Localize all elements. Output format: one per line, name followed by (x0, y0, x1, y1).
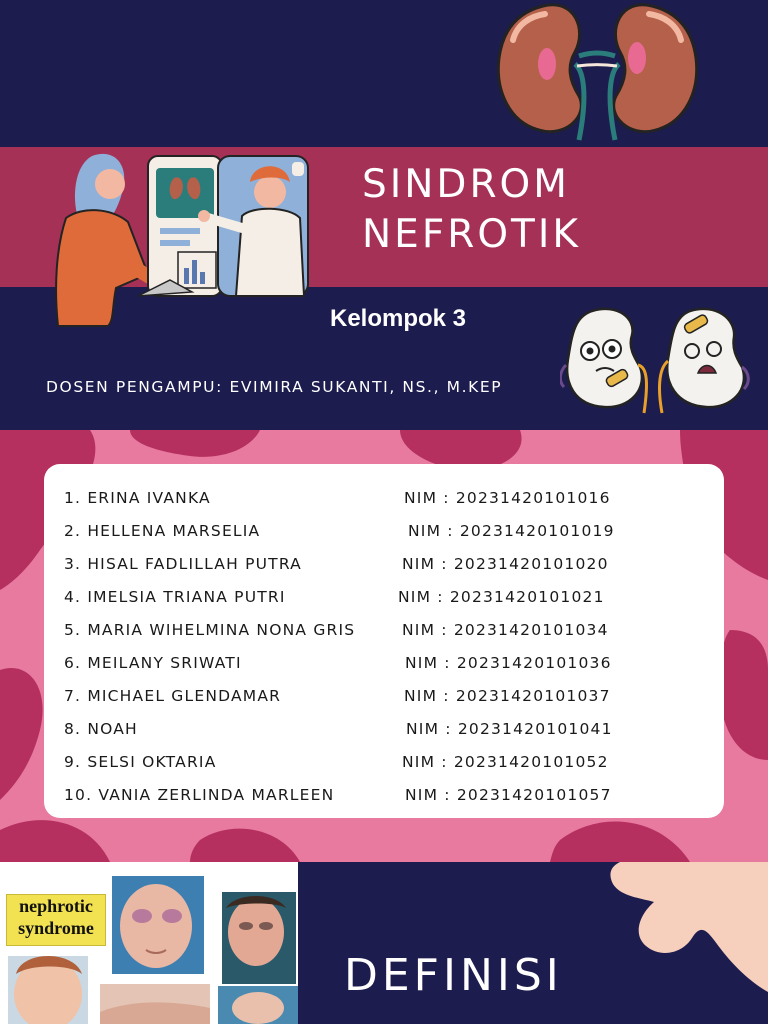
member-row (64, 588, 714, 618)
member-row (64, 654, 714, 684)
peach-flower-shape (600, 862, 768, 992)
members-slide (0, 430, 768, 862)
patient-photos-icon (0, 862, 298, 1024)
doctor-consultation-icon (52, 148, 322, 328)
definition-slide (0, 862, 768, 1024)
member-name: 5. MARIA WIHELMINA NONA GRIS (64, 621, 356, 639)
photo-caption-line-2: syndrome (18, 918, 94, 938)
member-nim: NIM : 20231420101057 (405, 786, 612, 804)
member-row (64, 621, 714, 651)
member-name: 1. ERINA IVANKA (64, 489, 211, 507)
member-name: 6. MEILANY SRIWATI (64, 654, 242, 672)
member-row (64, 753, 714, 783)
member-nim: NIM : 20231420101020 (402, 555, 609, 573)
title-slide (0, 0, 768, 430)
members-card (44, 464, 724, 818)
member-nim: NIM : 20231420101052 (402, 753, 609, 771)
member-nim: NIM : 20231420101034 (402, 621, 609, 639)
member-name: 8. NOAH (64, 720, 138, 738)
member-nim: NIM : 20231420101041 (406, 720, 613, 738)
patient-photo-collage (0, 862, 298, 1024)
member-nim: NIM : 20231420101021 (398, 588, 605, 606)
member-row (64, 786, 714, 816)
kidney-mascots-icon (560, 305, 755, 415)
member-name: 2. HELLENA MARSELIA (64, 522, 261, 540)
group-label: Kelompok 3 (330, 305, 467, 332)
member-name: 4. IMELSIA TRIANA PUTRI (64, 588, 286, 606)
member-name: 10. VANIA ZERLINDA MARLEEN (64, 786, 335, 804)
lecturer-label: DOSEN PENGAMPU: EVIMIRA SUKANTI, NS., M.KEP (46, 378, 503, 396)
photo-caption-line-1: nephrotic (19, 896, 93, 916)
member-row (64, 522, 714, 552)
section-heading: DEFINISI (344, 950, 563, 1001)
member-row (64, 687, 714, 717)
member-row (64, 720, 714, 750)
kidneys-icon (495, 0, 700, 150)
title-line-2: NEFROTIK (362, 212, 581, 257)
member-nim: NIM : 20231420101037 (404, 687, 611, 705)
member-name: 7. MICHAEL GLENDAMAR (64, 687, 282, 705)
member-row (64, 489, 714, 519)
member-row (64, 555, 714, 585)
title-line-1: SINDROM (362, 162, 570, 207)
member-nim: NIM : 20231420101016 (404, 489, 611, 507)
member-name: 3. HISAL FADLILLAH PUTRA (64, 555, 302, 573)
member-name: 9. SELSI OKTARIA (64, 753, 217, 771)
presentation-title (362, 160, 662, 260)
member-nim: NIM : 20231420101019 (408, 522, 615, 540)
member-nim: NIM : 20231420101036 (405, 654, 612, 672)
